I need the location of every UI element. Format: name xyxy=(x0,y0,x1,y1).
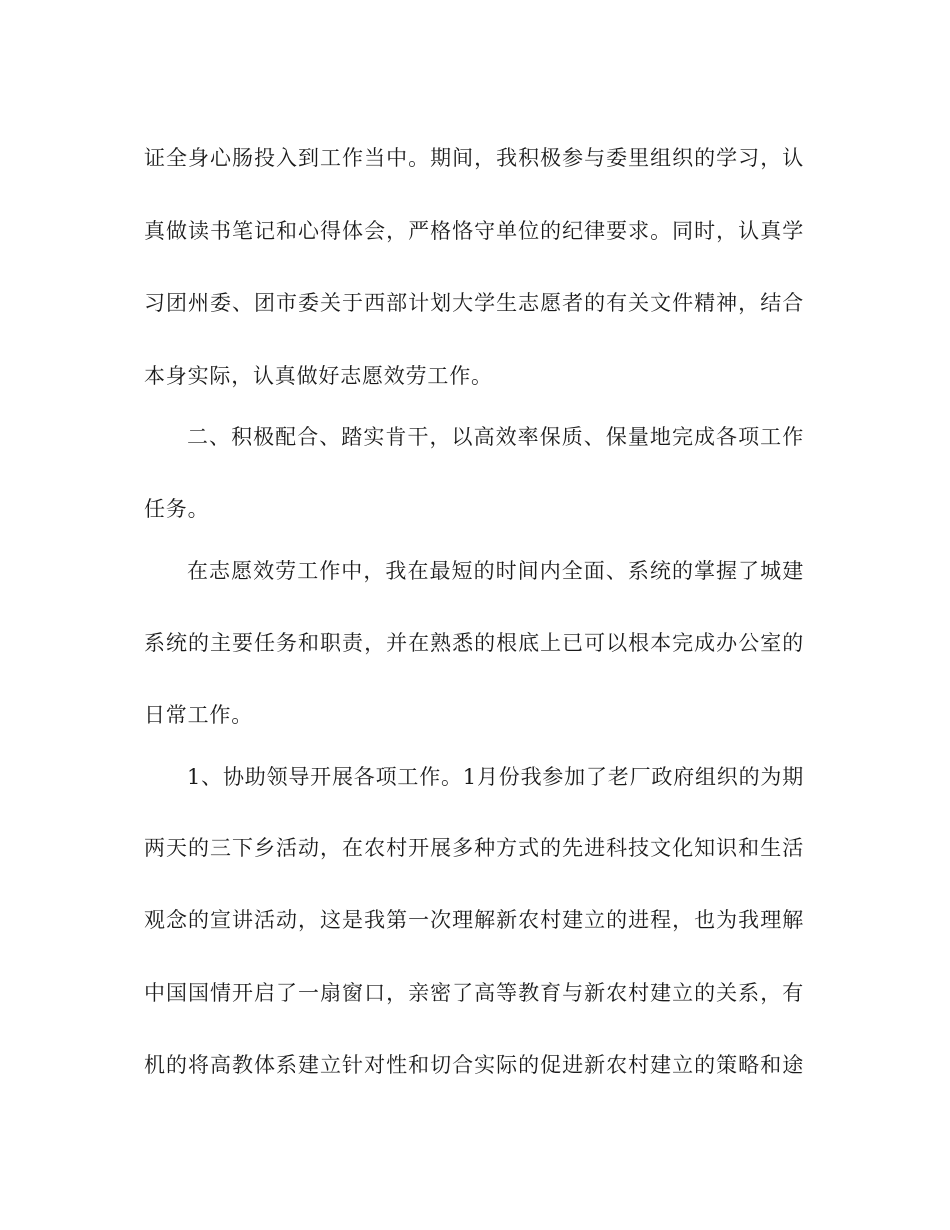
numbered-item-line: 1、协助领导开展各项工作。1月份我参加了老厂政府组织的为期 xyxy=(187,765,804,789)
text-line-4: 本身实际，认真做好志愿效劳工作。 xyxy=(144,364,493,388)
text-line-2: 真做读书笔记和心得体会，严格恪守单位的纪律要求。同时，认真学 xyxy=(144,219,804,243)
text-line-11: 两天的三下乡活动，在农村开展多种方式的先进科技文化知识和生活 xyxy=(144,836,804,860)
paragraph-start-line: 在志愿效劳工作中，我在最短的时间内全面、系统的掌握了城建 xyxy=(187,559,804,583)
text-line-13: 中国国情开启了一扇窗口，亲密了高等教育与新农村建立的关系，有 xyxy=(144,981,804,1005)
text-line-8: 系统的主要任务和职责，并在熟悉的根底上已可以根本完成办公室的 xyxy=(144,631,804,655)
section-heading-line-end: 任务。 xyxy=(144,497,210,521)
text-line-1: 证全身心肠投入到工作当中。期间，我积极参与委里组织的学习，认 xyxy=(144,146,804,170)
text-line-3: 习团州委、团市委关于西部计划大学生志愿者的有关文件精神，结合 xyxy=(144,291,804,315)
section-heading-line: 二、积极配合、踏实肯干，以高效率保质、保量地完成各项工作 xyxy=(187,425,804,449)
text-line-9: 日常工作。 xyxy=(144,703,253,727)
text-line-12: 观念的宣讲活动，这是我第一次理解新农村建立的进程，也为我理解 xyxy=(144,908,804,932)
text-line-14: 机的将高教体系建立针对性和切合实际的促进新农村建立的策略和途 xyxy=(144,1053,804,1077)
